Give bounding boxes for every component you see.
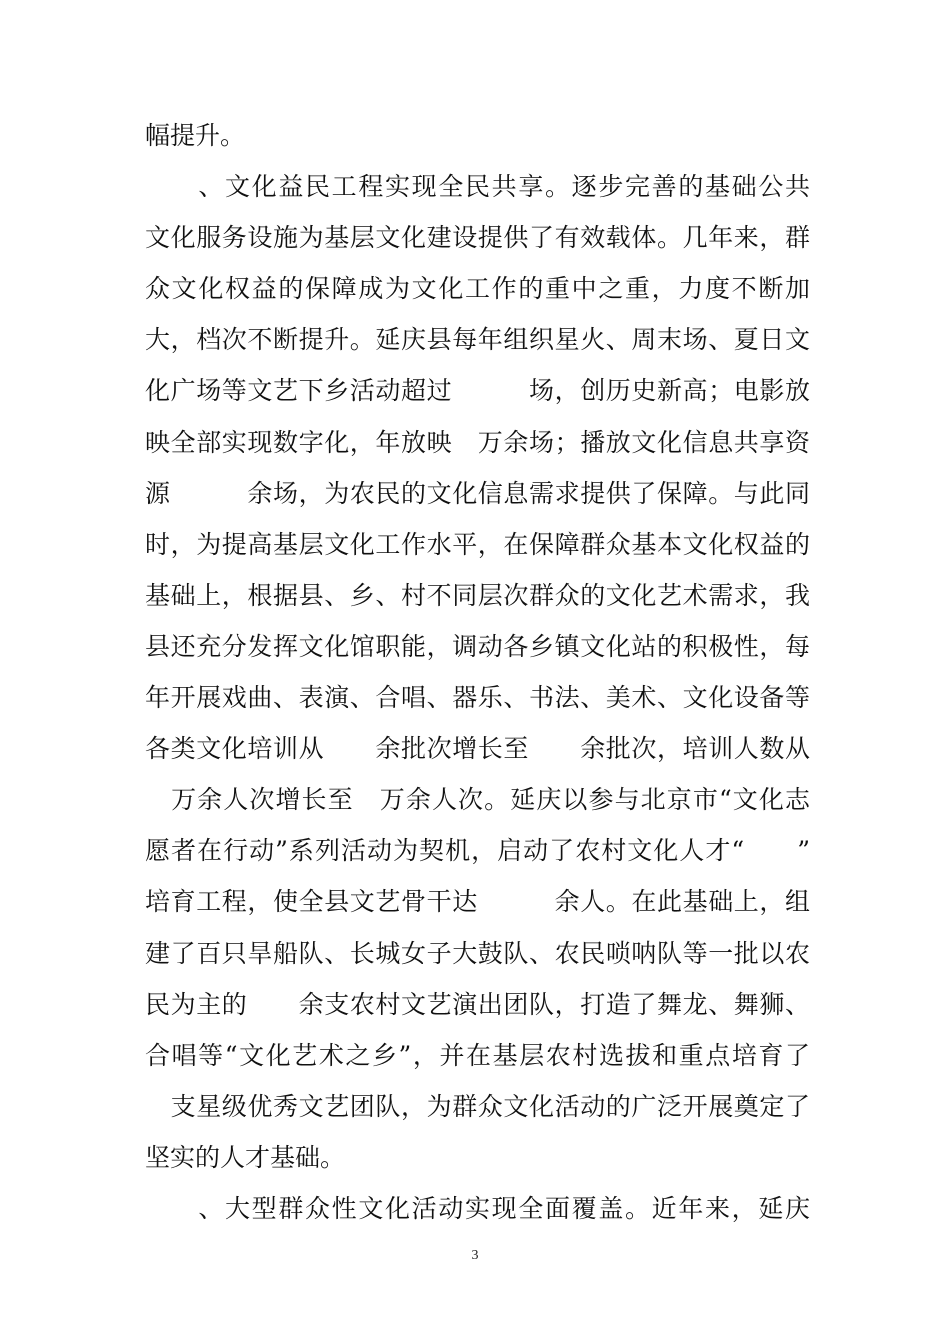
text-line: 合唱等“文化艺术之乡”，并在基层农村选拔和重点培育了 — [145, 1040, 810, 1070]
text-line: 、大型群众性文化活动实现全面覆盖。近年来，延庆 — [145, 1193, 810, 1223]
page-number: 3 — [471, 1248, 479, 1263]
text-line: 支星级优秀文艺团队，为群众文化活动的广泛开展奠定了 — [145, 1091, 810, 1121]
text-line: 年开展戏曲、表演、合唱、器乐、书法、美术、文化设备等 — [145, 683, 810, 713]
text-line: 源 余场，为农民的文化信息需求提供了保障。与此同 — [145, 478, 810, 508]
text-line: 民为主的 余支农村文艺演出团队，打造了舞龙、舞狮、 — [145, 989, 810, 1019]
text-line: 建了百只旱船队、长城女子大鼓队、农民唢呐队等一批以农 — [145, 938, 810, 968]
text-line: 各类文化培训从 余批次增长至 余批次，培训人数从 — [145, 734, 810, 764]
text-line: 培育工程，使全县文艺骨干达 余人。在此基础上，组 — [145, 887, 810, 917]
text-line: 大，档次不断提升。延庆县每年组织星火、周末场、夏日文 — [145, 325, 810, 355]
body-text — [145, 110, 810, 1234]
text-line: 化广场等文艺下乡活动超过 场，创历史新高；电影放 — [145, 376, 810, 406]
text-line: 众文化权益的保障成为文化工作的重中之重，力度不断加 — [145, 274, 810, 304]
text-line: 基础上，根据县、乡、村不同层次群众的文化艺术需求，我 — [145, 580, 810, 610]
text-line: 、文化益民工程实现全民共享。逐步完善的基础公共 — [145, 172, 810, 202]
text-line: 映全部实现数字化，年放映 万余场；播放文化信息共享资 — [145, 427, 810, 457]
text-line: 坚实的人才基础。 — [145, 1142, 346, 1172]
text-line: 幅提升。 — [145, 121, 246, 150]
text-line: 县还充分发挥文化馆职能，调动各乡镇文化站的积极性，每 — [145, 631, 810, 661]
text-line: 万余人次增长至 万余人次。延庆以参与北京市“文化志 — [145, 785, 810, 815]
text-line: 文化服务设施为基层文化建设提供了有效载体。几年来，群 — [145, 223, 810, 253]
text-line: 时，为提高基层文化工作水平，在保障群众基本文化权益的 — [145, 529, 810, 559]
text-line: 愿者在行动”系列活动为契机，启动了农村文化人才“ ” — [145, 836, 810, 866]
